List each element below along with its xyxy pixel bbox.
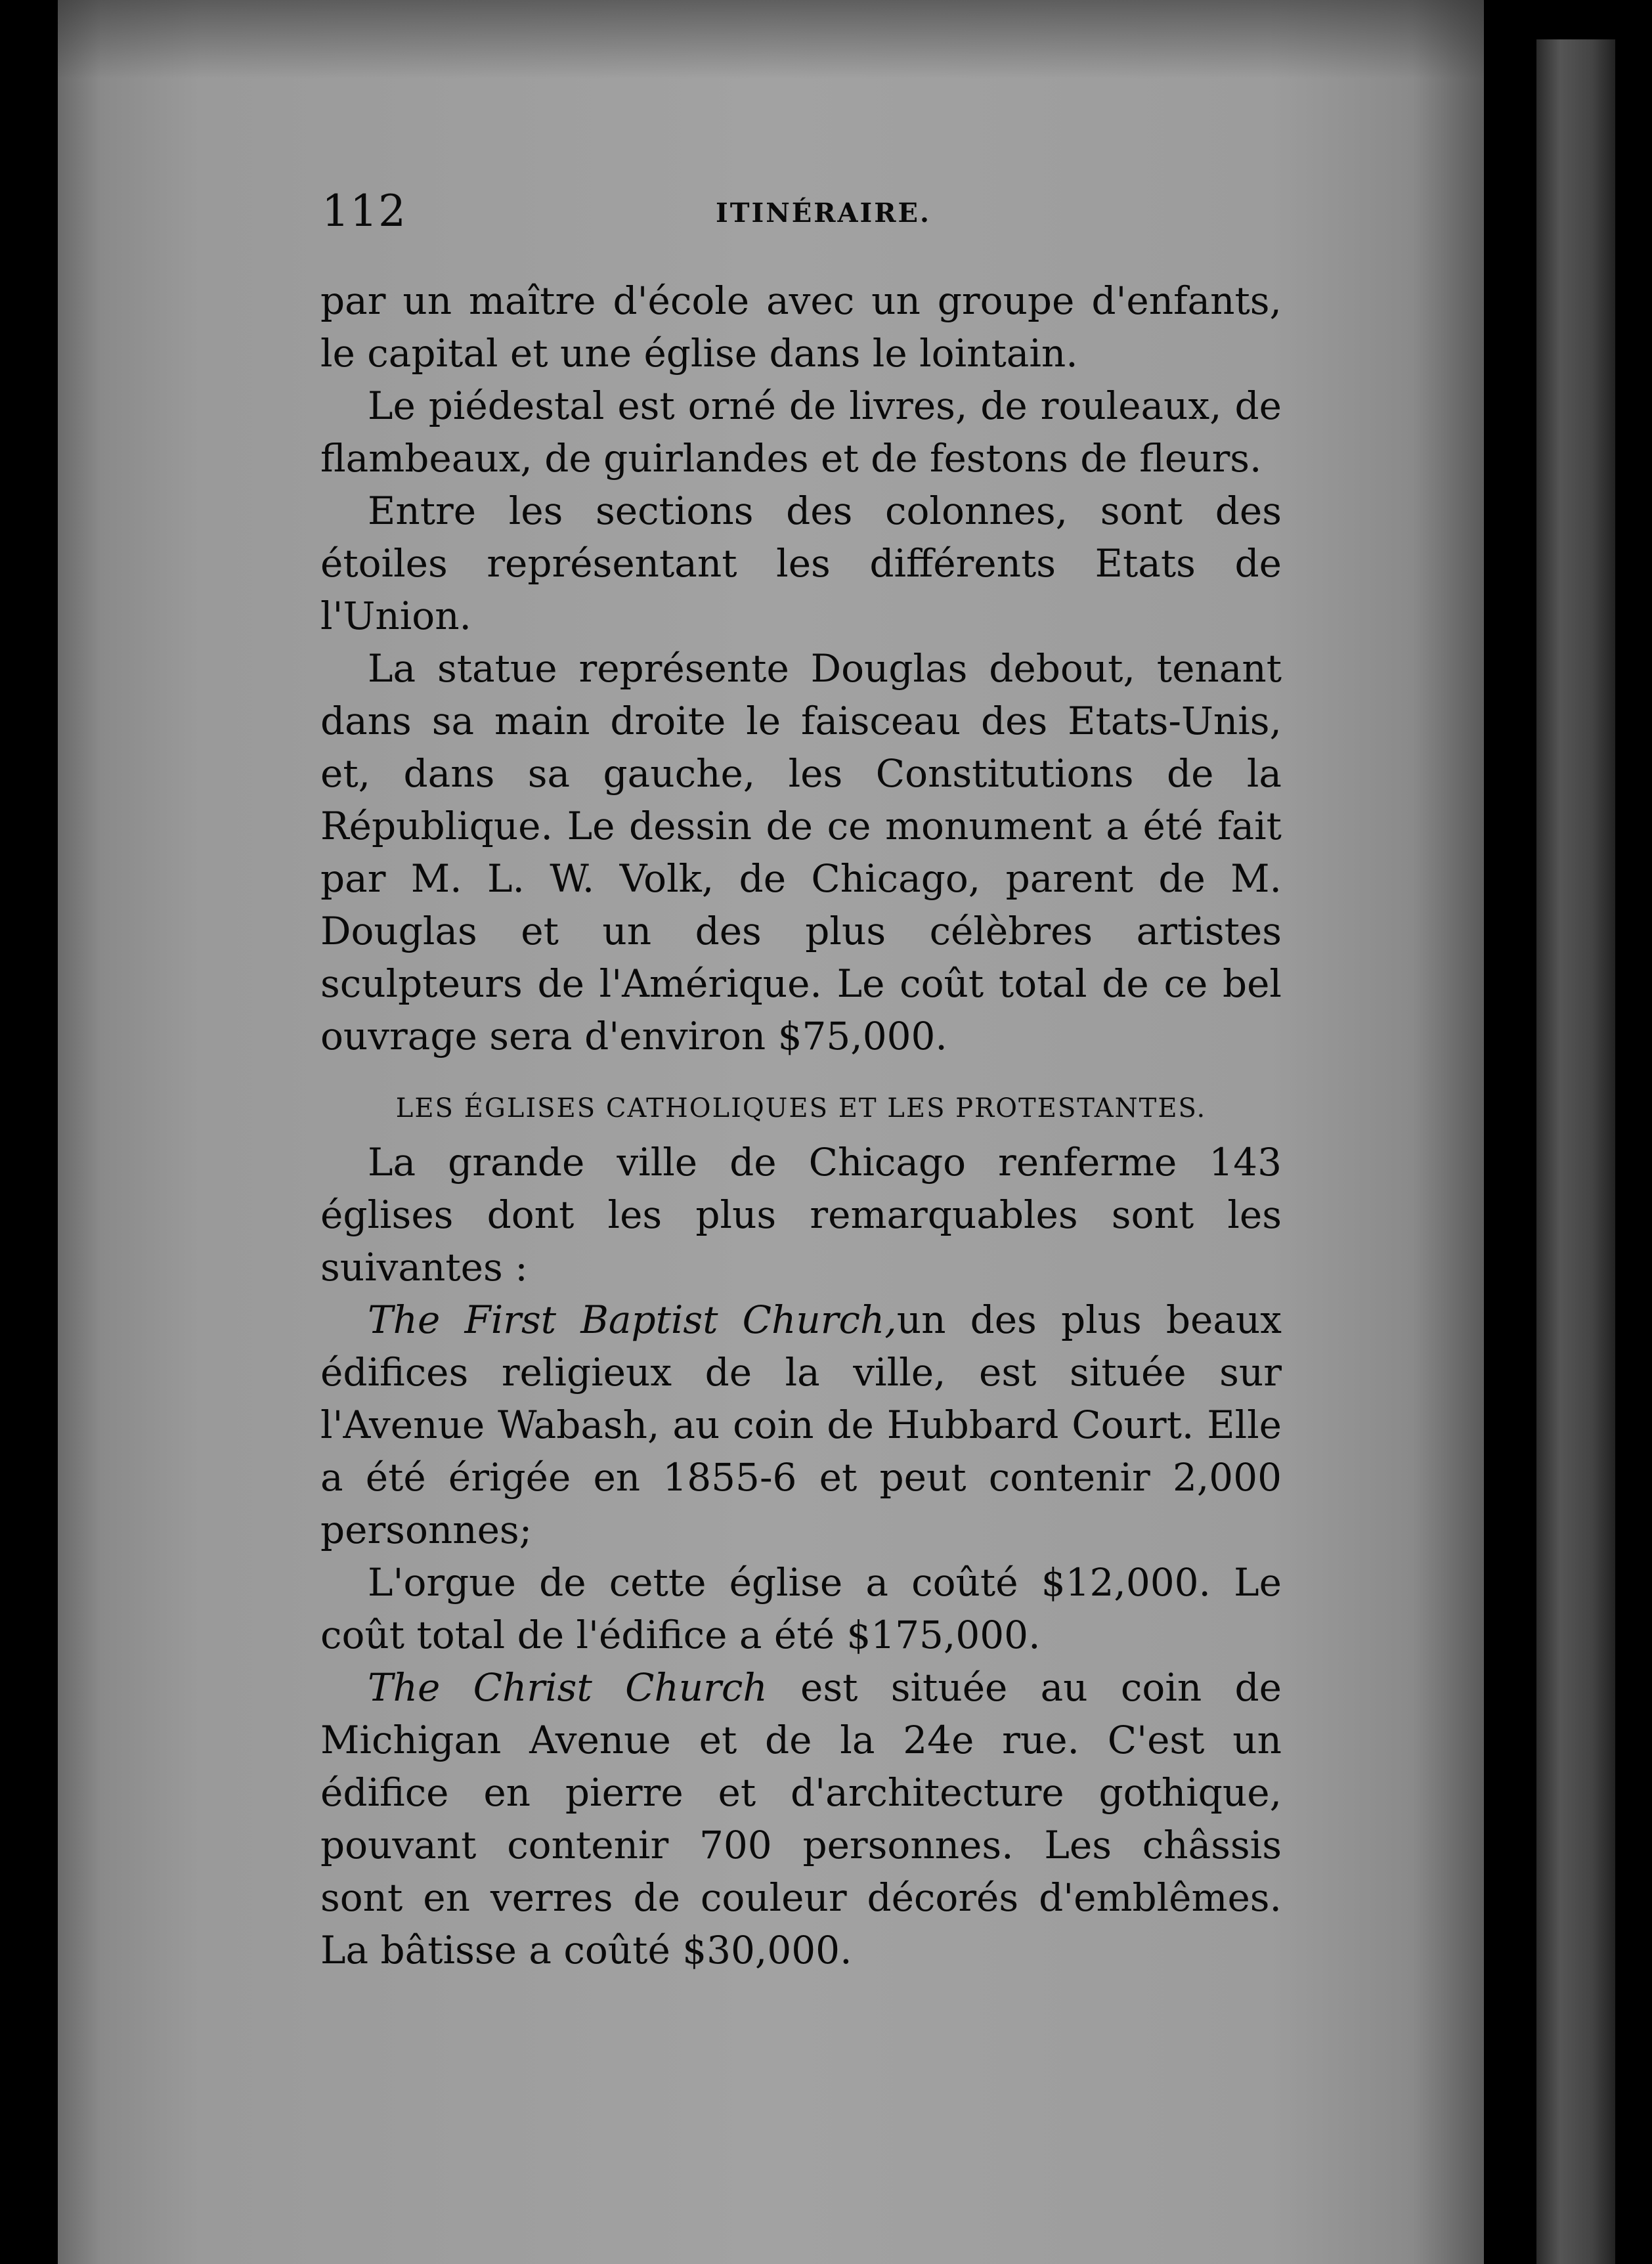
running-head: [322, 186, 1346, 238]
paragraph: La statue représente Douglas debout, tenant dans sa main droite le faisceau des Etats-Unis, et, dans sa gauche, les Constitutions de la République. Le dessin de ce monument a été fait par M. L. W. Volk, de Chicago, parent de M. Douglas et un des plus célèbres artistes sculpteurs de l'Amérique. Le coût total de ce bel ouvrage sera d'environ $75,000.: [320, 646, 1282, 1058]
church-name: The Christ Church: [368, 1665, 768, 1710]
section-heading: LES ÉGLISES CATHOLIQUES ET LES PROTESTANTES.: [395, 1093, 1207, 1123]
paragraph: par un maître d'école avec un groupe d'enfants, le capital et une église dans le lointain.: [320, 278, 1282, 376]
paragraph-text: un des plus beaux édifices religieux de la ville, est située sur l'Avenue Wabash, au coin de Hubbard Court. Elle a été érigée en 1855-6 et peut contenir 2,000 personnes;: [320, 1297, 1282, 1552]
paragraph: [320, 1294, 1282, 1556]
paragraph: [320, 1661, 1282, 1976]
paragraph: La grande ville de Chicago renferme 143 églises dont les plus remarquables sont les suivantes :: [320, 1140, 1282, 1290]
paragraph-text: est située au coin de Michigan Avenue et de la 24e rue. C'est un édifice en pierre et d'architecture gothique, pouvant contenir 700 personnes. Les châssis sont en verres de couleur décorés d'emblêmes. La bâtisse a coûté $30,000.: [320, 1665, 1282, 1972]
running-title: ITINÉRAIRE.: [716, 198, 931, 229]
facing-page-edge: [1536, 39, 1615, 2264]
paragraph: L'orgue de cette église a coûté $12,000. Le coût total de l'édifice a été $175,000.: [320, 1560, 1282, 1657]
page-number: 112: [322, 186, 406, 236]
church-name: The First Baptist Church,: [368, 1297, 897, 1342]
body-text: [320, 274, 1282, 1976]
page-shadow: [58, 0, 1484, 79]
paragraph: Le piédestal est orné de livres, de rouleaux, de flambeaux, de guirlandes et de festons de fleurs.: [320, 383, 1282, 481]
paragraph: Entre les sections des colonnes, sont des étoiles représentant les différents Etats de l'Union.: [320, 489, 1282, 638]
